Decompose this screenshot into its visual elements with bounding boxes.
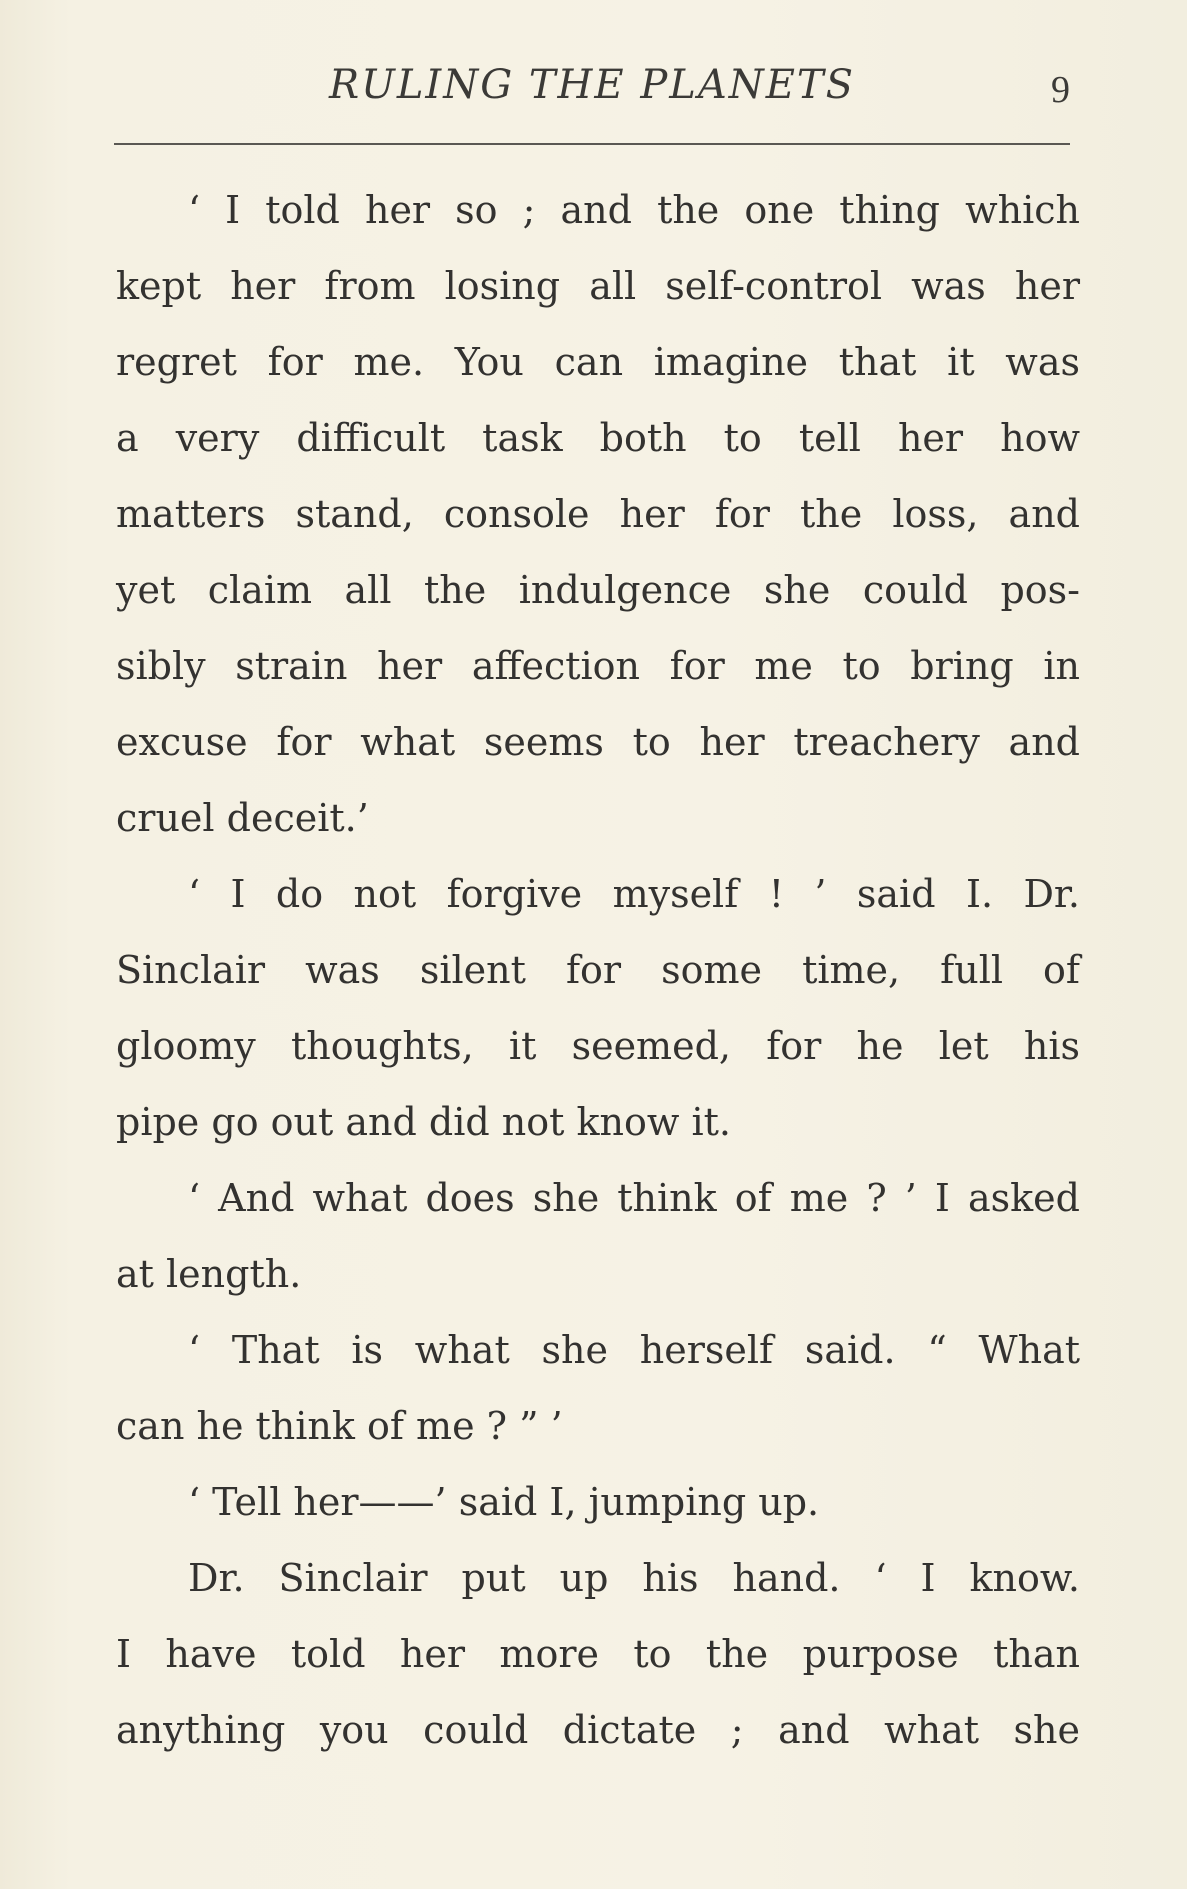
text-line: kept her from losing all self-control was her bbox=[116, 264, 1080, 308]
text-line: a very difficult task both to tell her how bbox=[116, 416, 1080, 460]
text-line: ‘ That is what she herself said. “ What bbox=[188, 1328, 1080, 1372]
running-title: RULING THE PLANETS bbox=[329, 62, 855, 108]
text-line: I have told her more to the purpose than bbox=[116, 1632, 1080, 1676]
text-line: anything you could dictate ; and what she bbox=[116, 1708, 1080, 1752]
text-line: sibly strain her affection for me to bring in bbox=[116, 644, 1080, 688]
text-line: excuse for what seems to her treachery and bbox=[116, 720, 1080, 764]
text-line: matters stand, console her for the loss, and bbox=[116, 492, 1080, 536]
page-number: 9 bbox=[1051, 69, 1070, 111]
text-line: ‘ I do not forgive myself ! ’ said I. Dr. bbox=[188, 872, 1080, 916]
running-head bbox=[114, 62, 1070, 122]
text-line: at length. bbox=[116, 1252, 302, 1296]
header-rule bbox=[114, 143, 1070, 145]
text-line: cruel deceit.’ bbox=[116, 796, 369, 840]
text-line: Sinclair was silent for some time, full of bbox=[116, 948, 1080, 992]
text-line: Dr. Sinclair put up his hand. ‘ I know. bbox=[188, 1556, 1080, 1600]
text-line: ‘ I told her so ; and the one thing which bbox=[188, 188, 1080, 232]
text-line: ‘ And what does she think of me ? ’ I asked bbox=[188, 1176, 1080, 1220]
text-line: pipe go out and did not know it. bbox=[116, 1100, 731, 1144]
text-line: yet claim all the indulgence she could pos- bbox=[116, 568, 1080, 612]
text-line: regret for me. You can imagine that it was bbox=[116, 340, 1080, 384]
text-line: ‘ Tell her——’ said I, jumping up. bbox=[188, 1480, 820, 1524]
body-text bbox=[116, 172, 1080, 1768]
text-line: can he think of me ? ” ’ bbox=[116, 1404, 563, 1448]
text-line: gloomy thoughts, it seemed, for he let his bbox=[116, 1024, 1080, 1068]
